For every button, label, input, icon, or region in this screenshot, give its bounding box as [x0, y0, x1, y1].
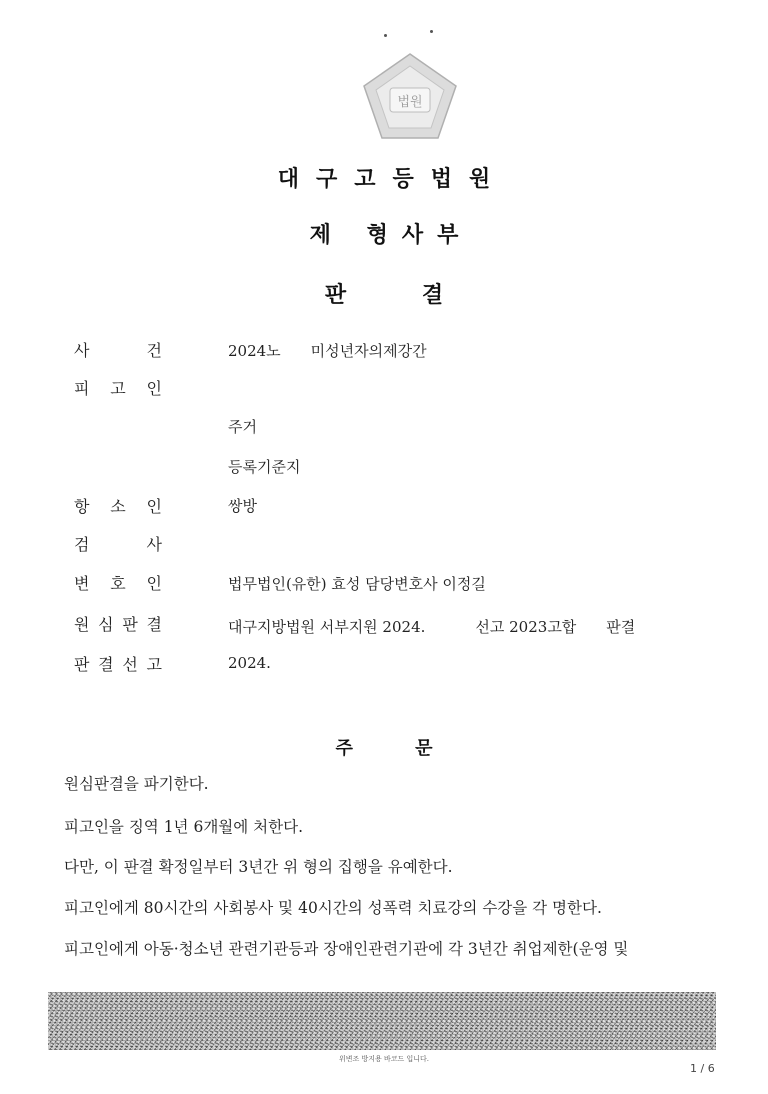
svg-text:법원: 법원	[397, 95, 423, 110]
label-char: 고	[110, 379, 126, 398]
court-name: 대구고등법원	[277, 167, 508, 192]
department-name: 제 형사부	[309, 223, 473, 248]
order-line: 피고인을 징역 1년 6개월에 처한다.	[64, 818, 304, 836]
anti-forgery-barcode	[48, 992, 716, 1050]
order-heading-char: 문	[415, 738, 433, 759]
label-char: 사	[146, 535, 162, 554]
field-value-registration: 등록기준지	[228, 458, 301, 476]
original-judgment-word: 판결	[606, 618, 636, 636]
label-char: 인	[146, 497, 162, 516]
case-name: 미성년자의제강간	[310, 342, 427, 360]
field-value-sentencing-date: 2024.	[228, 654, 271, 672]
label-char: 인	[146, 379, 162, 398]
label-char: 피	[74, 379, 90, 398]
label-char: 심	[98, 615, 114, 634]
label-char: 선	[122, 655, 138, 674]
title-char: 결	[421, 283, 444, 308]
order-line: 다만, 이 판결 확정일부터 3년간 위 형의 집행을 유예한다.	[64, 858, 453, 876]
scan-speck	[430, 30, 433, 33]
case-number: 2024노	[228, 342, 281, 360]
label-char: 결	[146, 615, 162, 634]
field-label-prosecutor	[74, 532, 162, 555]
field-label-original-judgment	[74, 612, 162, 635]
field-label-defendant	[74, 376, 162, 399]
court-seal-graphic	[360, 52, 460, 140]
field-label-sentencing-date	[74, 652, 162, 675]
scan-speck	[384, 34, 387, 37]
field-label-case	[74, 338, 162, 361]
field-value-counsel: 법무법인(유한) 효성 담당변호사 이정길	[228, 575, 486, 593]
document-title	[0, 278, 768, 309]
court-seal-icon	[360, 52, 460, 140]
field-label-appellant	[74, 494, 162, 517]
field-value-original-judgment	[228, 616, 635, 637]
label-char: 호	[110, 574, 126, 593]
label-char: 원	[74, 615, 90, 634]
label-char: 검	[74, 535, 90, 554]
label-char: 소	[110, 497, 126, 516]
order-line: 원심판결을 파기한다.	[64, 775, 209, 793]
original-court: 대구지방법원 서부지원 2024.	[228, 618, 426, 636]
field-value-case	[228, 340, 427, 361]
order-heading	[0, 734, 768, 760]
label-char: 변	[74, 574, 90, 593]
field-value-appellant: 쌍방	[228, 497, 257, 515]
page-number: 1 / 6	[690, 1062, 715, 1075]
order-heading-char: 주	[335, 738, 353, 759]
title-char: 판	[324, 283, 347, 308]
field-label-counsel	[74, 571, 162, 594]
label-char: 항	[74, 497, 90, 516]
label-char: 판	[74, 655, 90, 674]
barcode-notice: 위변조 방지용 바코드 입니다.	[338, 1055, 430, 1063]
label-char: 인	[146, 574, 162, 593]
label-char: 판	[122, 615, 138, 634]
label-char: 사	[74, 341, 90, 360]
original-case-number: 선고 2023고합	[475, 618, 577, 636]
label-char: 고	[146, 655, 162, 674]
label-char: 결	[98, 655, 114, 674]
order-line: 피고인에게 아동·청소년 관련기관등과 장애인관련기관에 각 3년간 취업제한(운영 및	[64, 940, 629, 958]
label-char: 건	[146, 341, 162, 360]
field-value-residence: 주거	[228, 418, 257, 436]
order-line: 피고인에게 80시간의 사회봉사 및 40시간의 성폭력 치료강의 수강을 각 명한다.	[64, 899, 602, 917]
